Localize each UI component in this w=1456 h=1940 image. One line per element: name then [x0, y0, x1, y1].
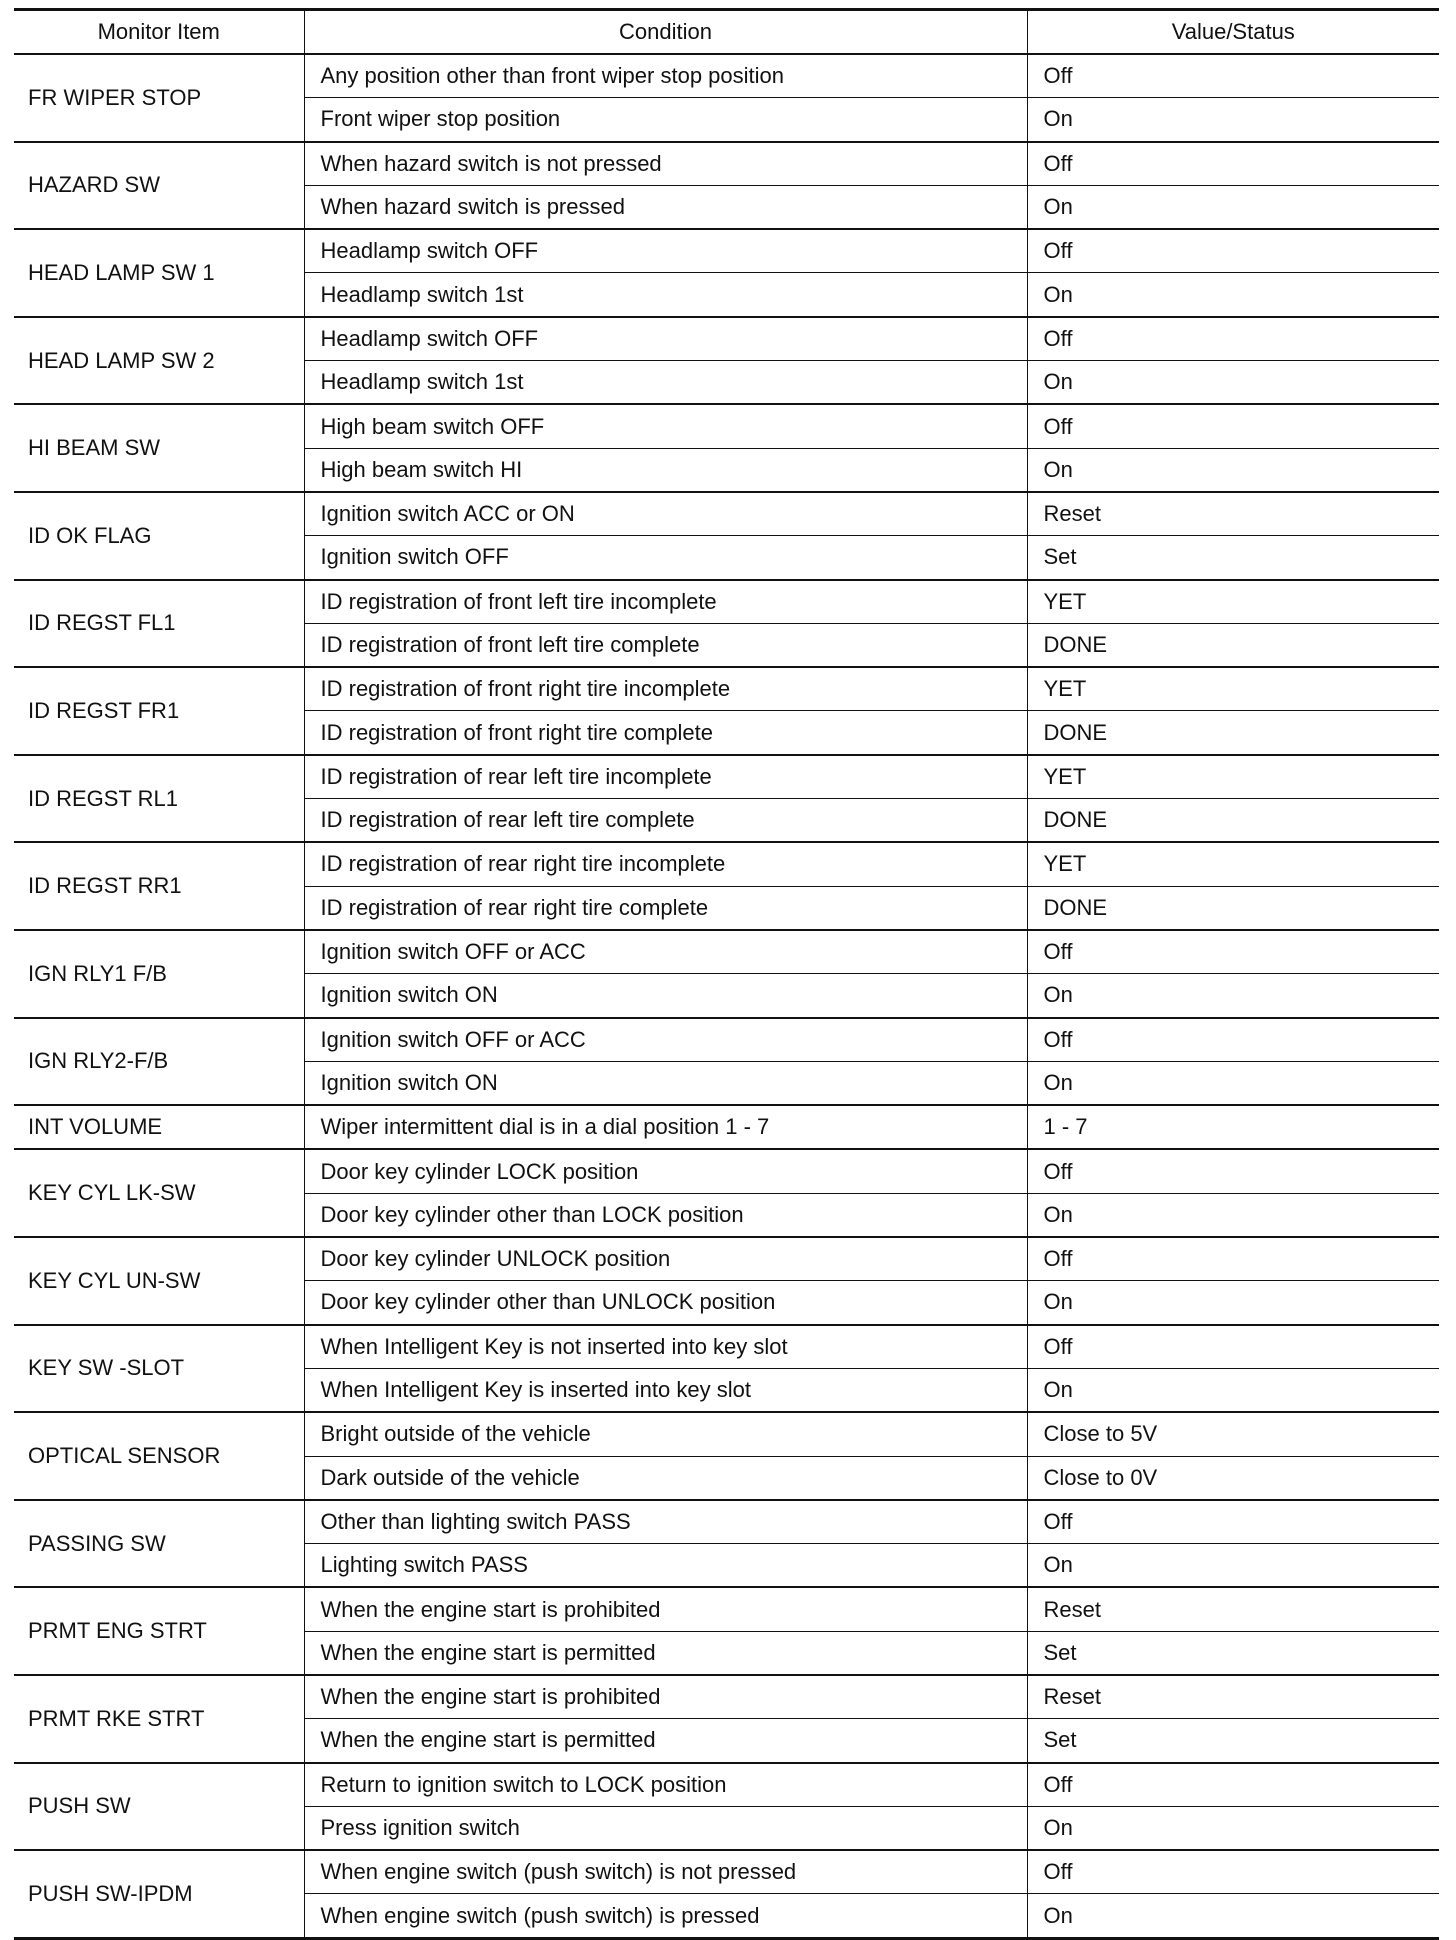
table-body [14, 54, 1439, 1938]
value-status-cell: Off [1027, 142, 1439, 186]
table-row [14, 1237, 1439, 1281]
table-row [14, 1105, 1439, 1149]
table-row [14, 142, 1439, 186]
value-status-cell: On [1027, 1368, 1439, 1412]
value-status-cell: Off [1027, 1500, 1439, 1544]
value-status-cell: DONE [1027, 886, 1439, 930]
monitor-item-cell: PUSH SW [14, 1763, 304, 1851]
table-row [14, 492, 1439, 536]
condition-cell: Door key cylinder UNLOCK position [304, 1237, 1027, 1281]
condition-cell: Other than lighting switch PASS [304, 1500, 1027, 1544]
condition-cell: ID registration of front left tire incomplete [304, 580, 1027, 624]
header-condition: Condition [304, 10, 1027, 55]
monitor-item-cell: PASSING SW [14, 1500, 304, 1588]
value-status-cell: Reset [1027, 1587, 1439, 1631]
value-status-cell: Close to 0V [1027, 1456, 1439, 1500]
table-row [14, 755, 1439, 799]
value-status-cell: On [1027, 1193, 1439, 1237]
condition-cell: Press ignition switch [304, 1806, 1027, 1850]
condition-cell: Any position other than front wiper stop position [304, 54, 1027, 98]
condition-cell: Wiper intermittent dial is in a dial position 1 - 7 [304, 1105, 1027, 1149]
condition-cell: Ignition switch ON [304, 1061, 1027, 1105]
monitor-item-cell: HAZARD SW [14, 142, 304, 230]
condition-cell: ID registration of rear right tire complete [304, 886, 1027, 930]
table-row [14, 54, 1439, 98]
condition-cell: Ignition switch ACC or ON [304, 492, 1027, 536]
monitor-item-cell: KEY CYL LK-SW [14, 1149, 304, 1237]
monitor-item-cell: ID REGST RL1 [14, 755, 304, 843]
condition-cell: Door key cylinder other than UNLOCK position [304, 1281, 1027, 1325]
monitor-item-cell: KEY SW -SLOT [14, 1325, 304, 1413]
table-row [14, 1763, 1439, 1807]
condition-cell: When the engine start is permitted [304, 1719, 1027, 1763]
value-status-cell: 1 - 7 [1027, 1105, 1439, 1149]
table-row [14, 1587, 1439, 1631]
value-status-cell: On [1027, 974, 1439, 1018]
condition-cell: Headlamp switch 1st [304, 273, 1027, 317]
value-status-cell: DONE [1027, 711, 1439, 755]
monitor-item-cell: PRMT RKE STRT [14, 1675, 304, 1763]
condition-cell: ID registration of front right tire complete [304, 711, 1027, 755]
condition-cell: When the engine start is permitted [304, 1631, 1027, 1675]
condition-cell: When the engine start is prohibited [304, 1587, 1027, 1631]
condition-cell: ID registration of rear left tire complete [304, 799, 1027, 843]
condition-cell: Door key cylinder LOCK position [304, 1149, 1027, 1193]
table-row [14, 1500, 1439, 1544]
condition-cell: When hazard switch is pressed [304, 185, 1027, 229]
value-status-cell: YET [1027, 755, 1439, 799]
value-status-cell: On [1027, 185, 1439, 229]
condition-cell: ID registration of front left tire complete [304, 623, 1027, 667]
condition-cell: High beam switch OFF [304, 404, 1027, 448]
value-status-cell: Off [1027, 930, 1439, 974]
monitor-item-cell: PUSH SW-IPDM [14, 1850, 304, 1938]
monitor-item-cell: ID REGST FR1 [14, 667, 304, 755]
monitor-item-cell: IGN RLY1 F/B [14, 930, 304, 1018]
monitor-item-cell: IGN RLY2-F/B [14, 1018, 304, 1106]
condition-cell: ID registration of rear right tire incomplete [304, 842, 1027, 886]
value-status-cell: On [1027, 1281, 1439, 1325]
value-status-cell: On [1027, 98, 1439, 142]
condition-cell: ID registration of front right tire incomplete [304, 667, 1027, 711]
value-status-cell: Off [1027, 54, 1439, 98]
value-status-cell: Set [1027, 1719, 1439, 1763]
condition-cell: Door key cylinder other than LOCK position [304, 1193, 1027, 1237]
table-row [14, 1325, 1439, 1369]
condition-cell: When Intelligent Key is not inserted into key slot [304, 1325, 1027, 1369]
value-status-cell: Off [1027, 229, 1439, 273]
condition-cell: Headlamp switch OFF [304, 229, 1027, 273]
value-status-cell: On [1027, 361, 1439, 405]
value-status-cell: Set [1027, 1631, 1439, 1675]
value-status-cell: On [1027, 1894, 1439, 1938]
monitor-item-cell: ID REGST FL1 [14, 580, 304, 668]
value-status-cell: YET [1027, 842, 1439, 886]
value-status-cell: Off [1027, 317, 1439, 361]
monitor-item-cell: HI BEAM SW [14, 404, 304, 492]
table-row [14, 580, 1439, 624]
table-row [14, 1675, 1439, 1719]
condition-cell: When hazard switch is not pressed [304, 142, 1027, 186]
table-row [14, 930, 1439, 974]
value-status-cell: Off [1027, 1237, 1439, 1281]
header-monitor-item: Monitor Item [14, 10, 304, 55]
monitor-item-cell: FR WIPER STOP [14, 54, 304, 142]
value-status-cell: On [1027, 1806, 1439, 1850]
condition-cell: Dark outside of the vehicle [304, 1456, 1027, 1500]
table-row [14, 229, 1439, 273]
value-status-cell: On [1027, 1544, 1439, 1588]
value-status-cell: Off [1027, 1763, 1439, 1807]
value-status-cell: On [1027, 448, 1439, 492]
condition-cell: Ignition switch OFF [304, 536, 1027, 580]
value-status-cell: YET [1027, 667, 1439, 711]
monitor-item-cell: ID REGST RR1 [14, 842, 304, 930]
table-row [14, 667, 1439, 711]
table-row [14, 1018, 1439, 1062]
value-status-cell: Reset [1027, 492, 1439, 536]
header-value-status: Value/Status [1027, 10, 1439, 55]
monitor-item-cell: KEY CYL UN-SW [14, 1237, 304, 1325]
table-header-row [14, 10, 1439, 55]
condition-cell: Headlamp switch OFF [304, 317, 1027, 361]
monitor-item-cell: ID OK FLAG [14, 492, 304, 580]
table-row [14, 317, 1439, 361]
table-row [14, 842, 1439, 886]
value-status-cell: Off [1027, 404, 1439, 448]
monitor-item-table [14, 8, 1439, 1940]
monitor-item-cell: PRMT ENG STRT [14, 1587, 304, 1675]
condition-cell: When Intelligent Key is inserted into key slot [304, 1368, 1027, 1412]
value-status-cell: On [1027, 1061, 1439, 1105]
value-status-cell: YET [1027, 580, 1439, 624]
condition-cell: Ignition switch ON [304, 974, 1027, 1018]
table-row [14, 1850, 1439, 1894]
value-status-cell: Off [1027, 1149, 1439, 1193]
table-row [14, 1149, 1439, 1193]
value-status-cell: DONE [1027, 623, 1439, 667]
value-status-cell: Set [1027, 536, 1439, 580]
value-status-cell: On [1027, 273, 1439, 317]
condition-cell: High beam switch HI [304, 448, 1027, 492]
condition-cell: Return to ignition switch to LOCK position [304, 1763, 1027, 1807]
value-status-cell: Off [1027, 1325, 1439, 1369]
condition-cell: When engine switch (push switch) is not pressed [304, 1850, 1027, 1894]
condition-cell: ID registration of rear left tire incomplete [304, 755, 1027, 799]
condition-cell: When the engine start is prohibited [304, 1675, 1027, 1719]
value-status-cell: DONE [1027, 799, 1439, 843]
monitor-item-cell: OPTICAL SENSOR [14, 1412, 304, 1500]
value-status-cell: Off [1027, 1018, 1439, 1062]
value-status-cell: Reset [1027, 1675, 1439, 1719]
monitor-item-cell: HEAD LAMP SW 2 [14, 317, 304, 405]
condition-cell: Ignition switch OFF or ACC [304, 1018, 1027, 1062]
table-row [14, 1412, 1439, 1456]
condition-cell: Bright outside of the vehicle [304, 1412, 1027, 1456]
condition-cell: Lighting switch PASS [304, 1544, 1027, 1588]
table-row [14, 404, 1439, 448]
monitor-item-cell: INT VOLUME [14, 1105, 304, 1149]
condition-cell: When engine switch (push switch) is pressed [304, 1894, 1027, 1938]
value-status-cell: Off [1027, 1850, 1439, 1894]
condition-cell: Ignition switch OFF or ACC [304, 930, 1027, 974]
value-status-cell: Close to 5V [1027, 1412, 1439, 1456]
condition-cell: Headlamp switch 1st [304, 361, 1027, 405]
condition-cell: Front wiper stop position [304, 98, 1027, 142]
monitor-item-cell: HEAD LAMP SW 1 [14, 229, 304, 317]
